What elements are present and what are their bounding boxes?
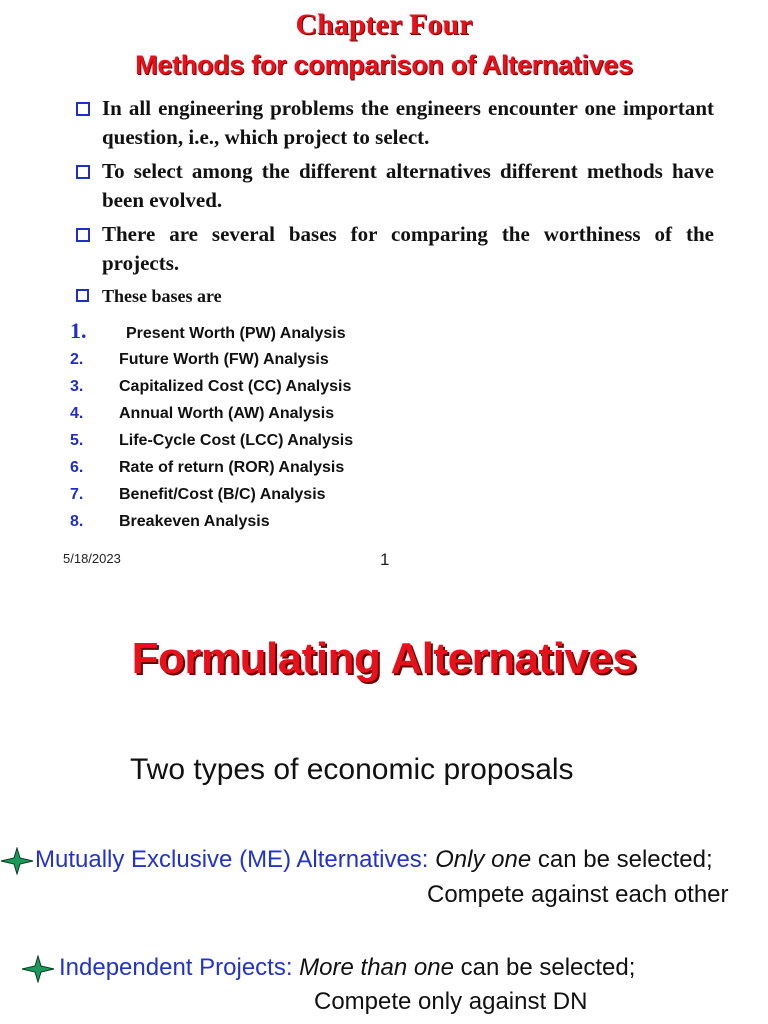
four-point-star-icon [21, 955, 55, 983]
item-emphasis: More than one [299, 954, 454, 981]
method-number: 8. [70, 513, 84, 530]
item-rest: can be selected; [531, 846, 713, 873]
item-line [35, 846, 713, 874]
item-term: Independent Projects: [59, 954, 293, 981]
bullet-item [74, 94, 714, 152]
method-item [70, 378, 351, 396]
method-number: 7. [70, 486, 84, 503]
method-label: Future Worth (FW) Analysis [119, 351, 329, 368]
method-item [70, 513, 270, 531]
four-point-star-icon [0, 847, 34, 875]
method-item [70, 405, 334, 423]
item-term: Mutually Exclusive (ME) Alternatives: [35, 846, 429, 873]
slide-title: Formulating Alternatives [131, 634, 637, 683]
bullet-text: In all engineering problems the engineers encounter one important question, i.e., which project to select. [102, 96, 714, 149]
item-emphasis: Only one [435, 846, 532, 873]
page-number: 1 [380, 550, 390, 569]
method-label: Present Worth (PW) Analysis [126, 325, 346, 342]
chapter-subtitle: Methods for comparison of Alternatives [135, 50, 633, 80]
bullet-list [74, 94, 714, 314]
method-number: 4. [70, 405, 84, 422]
hollow-square-bullet-icon [76, 102, 90, 116]
method-label: Rate of return (ROR) Analysis [119, 459, 345, 476]
method-number: 2. [70, 351, 84, 368]
slide-subtitle: Two types of economic proposals [130, 753, 574, 786]
method-label: Life-Cycle Cost (LCC) Analysis [119, 432, 354, 449]
bullet-item [74, 283, 714, 309]
item-line [59, 954, 635, 982]
bullet-text: There are several bases for comparing the worthiness of the projects. [102, 222, 714, 275]
hollow-square-bullet-icon [76, 228, 90, 242]
method-number: 3. [70, 378, 84, 395]
method-label: Annual Worth (AW) Analysis [119, 405, 335, 422]
item-rest: can be selected; [453, 954, 636, 981]
method-label: Benefit/Cost (B/C) Analysis [119, 486, 326, 503]
chapter-title: Chapter Four [295, 8, 473, 41]
method-number: 1. [70, 318, 87, 343]
bullet-text: These bases are [102, 286, 222, 306]
method-item [70, 351, 329, 369]
bullet-text: To select among the different alternatives different methods have been evolved. [102, 159, 714, 212]
bullet-item [74, 220, 714, 278]
item-line-2: Compete against each other [427, 881, 729, 908]
slide-date: 5/18/2023 [63, 551, 121, 566]
method-label: Capitalized Cost (CC) Analysis [119, 378, 352, 395]
hollow-square-bullet-icon [76, 289, 89, 302]
bullet-item [74, 157, 714, 215]
method-item [70, 432, 353, 450]
item-line-2: Compete only against DN [314, 988, 588, 1015]
method-item [70, 459, 344, 477]
method-number: 6. [70, 459, 84, 476]
method-item [70, 318, 346, 344]
method-item [70, 486, 326, 504]
method-number: 5. [70, 432, 84, 449]
method-label: Breakeven Analysis [119, 513, 270, 530]
hollow-square-bullet-icon [76, 165, 90, 179]
